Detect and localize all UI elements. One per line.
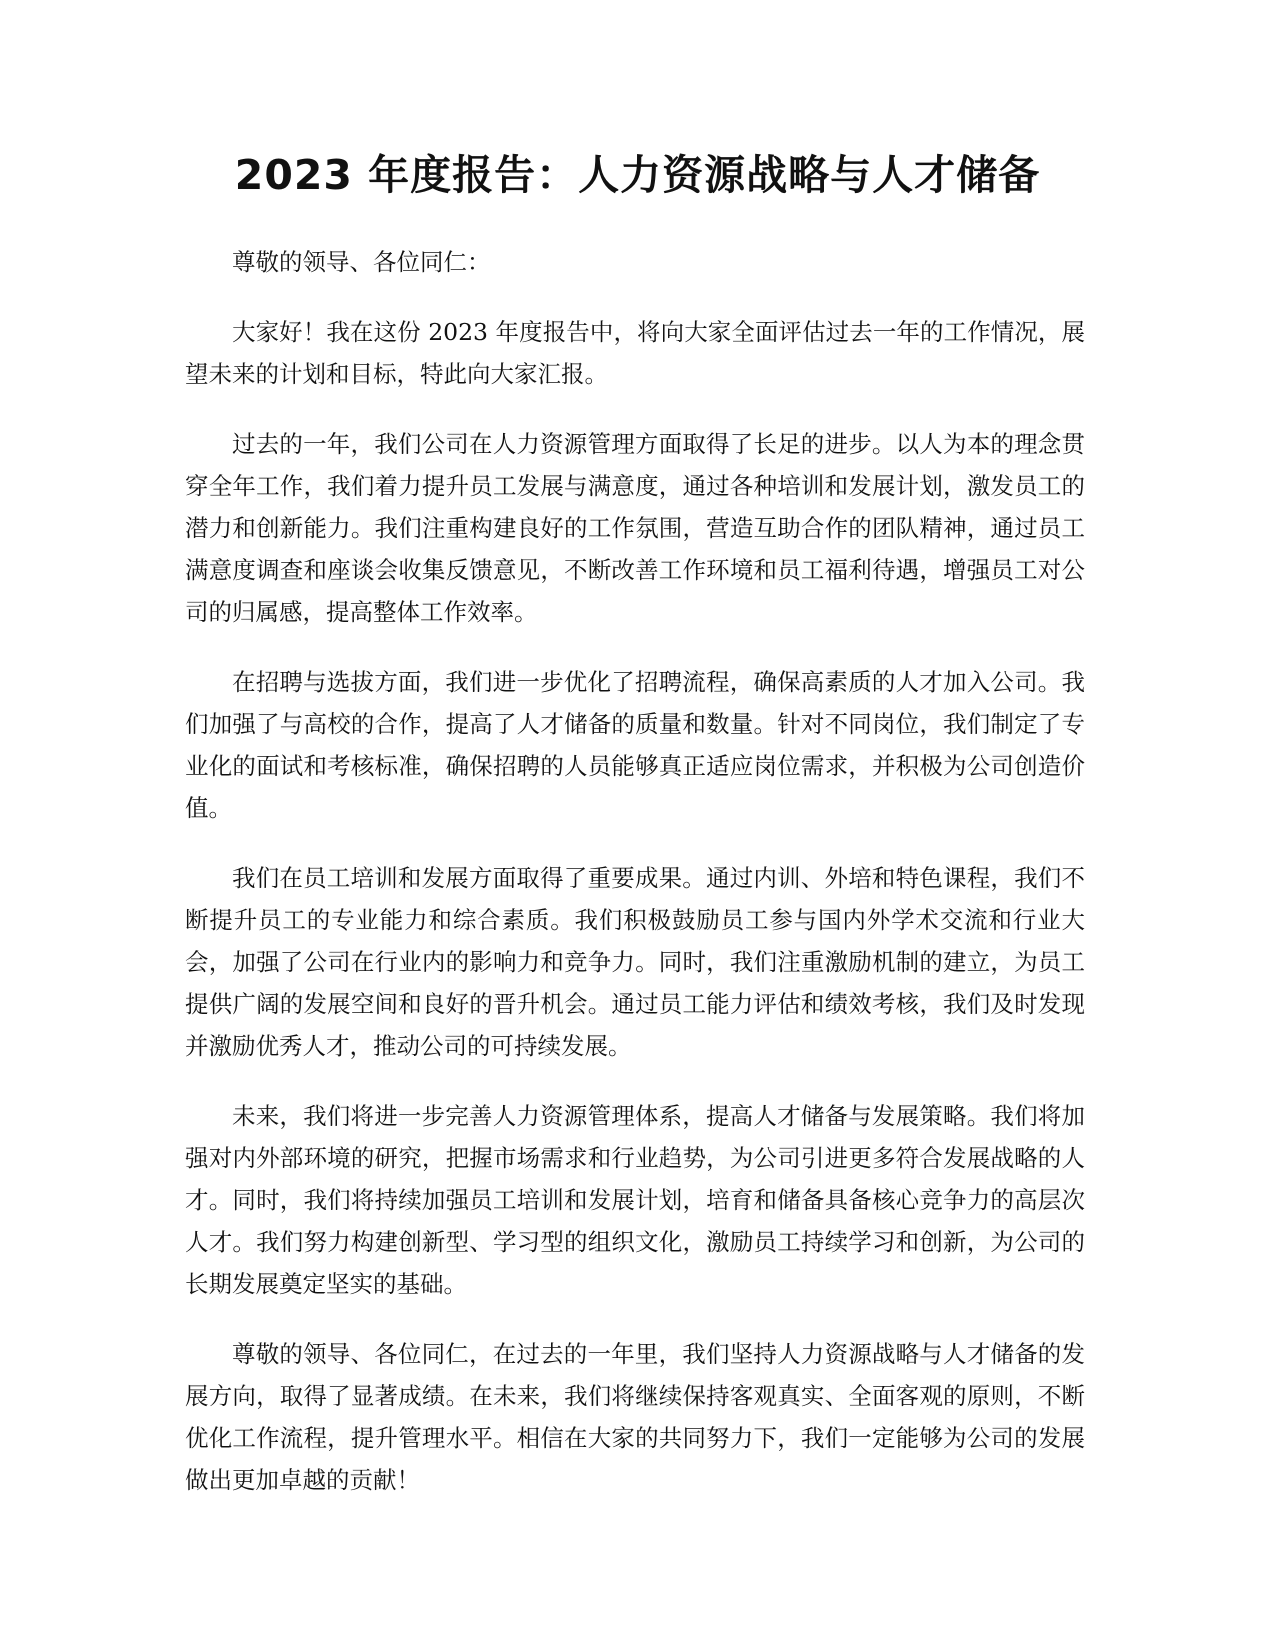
document-title: 2023 年度报告：人力资源战略与人才储备 xyxy=(234,151,1041,199)
paragraph-greeting: 大家好！我在这份 2023 年度报告中，将向大家全面评估过去一年的工作情况，展望未来的计划和目标，特此向大家汇报。 xyxy=(185,318,1085,388)
paragraph-recruitment: 在招聘与选拔方面，我们进一步优化了招聘流程，确保高素质的人才加入公司。我们加强了与高校的合作，提高了人才储备的质量和数量。针对不同岗位，我们制定了专业化的面试和考核标准，确保招聘的人员能够真正适应岗位需求，并积极为公司创造价值。 xyxy=(185,668,1085,822)
paragraph-future: 未来，我们将进一步完善人力资源管理体系，提高人才储备与发展策略。我们将加强对内外部环境的研究，把握市场需求和行业趋势，为公司引进更多符合发展战略的人才。同时，我们将持续加强员工培训和发展计划，培育和储备具备核心竞争力的高层次人才。我们努力构建创新型、学习型的组织文化，激励员工持续学习和创新，为公司的长期发展奠定坚实的基础。 xyxy=(185,1102,1085,1298)
paragraph-closing: 尊敬的领导、各位同仁，在过去的一年里，我们坚持人力资源战略与人才储备的发展方向，取得了显著成绩。在未来，我们将继续保持客观真实、全面客观的原则，不断优化工作流程，提升管理水平。相信在大家的共同努力下，我们一定能够为公司的发展做出更加卓越的贡献！ xyxy=(185,1340,1085,1494)
paragraph-salutation: 尊敬的领导、各位同仁： xyxy=(232,248,491,276)
paragraph-training: 我们在员工培训和发展方面取得了重要成果。通过内训、外培和特色课程，我们不断提升员工的专业能力和综合素质。我们积极鼓励员工参与国内外学术交流和行业大会，加强了公司在行业内的影响力和竞争力。同时，我们注重激励机制的建立，为员工提供广阔的发展空间和良好的晋升机会。通过员工能力评估和绩效考核，我们及时发现并激励优秀人才，推动公司的可持续发展。 xyxy=(185,864,1085,1060)
paragraph-past-year: 过去的一年，我们公司在人力资源管理方面取得了长足的进步。以人为本的理念贯穿全年工作，我们着力提升员工发展与满意度，通过各种培训和发展计划，激发员工的潜力和创新能力。我们注重构建良好的工作氛围，营造互助合作的团队精神，通过员工满意度调查和座谈会收集反馈意见，不断改善工作环境和员工福利待遇，增强员工对公司的归属感，提高整体工作效率。 xyxy=(185,430,1085,626)
document-body xyxy=(185,241,1085,1529)
